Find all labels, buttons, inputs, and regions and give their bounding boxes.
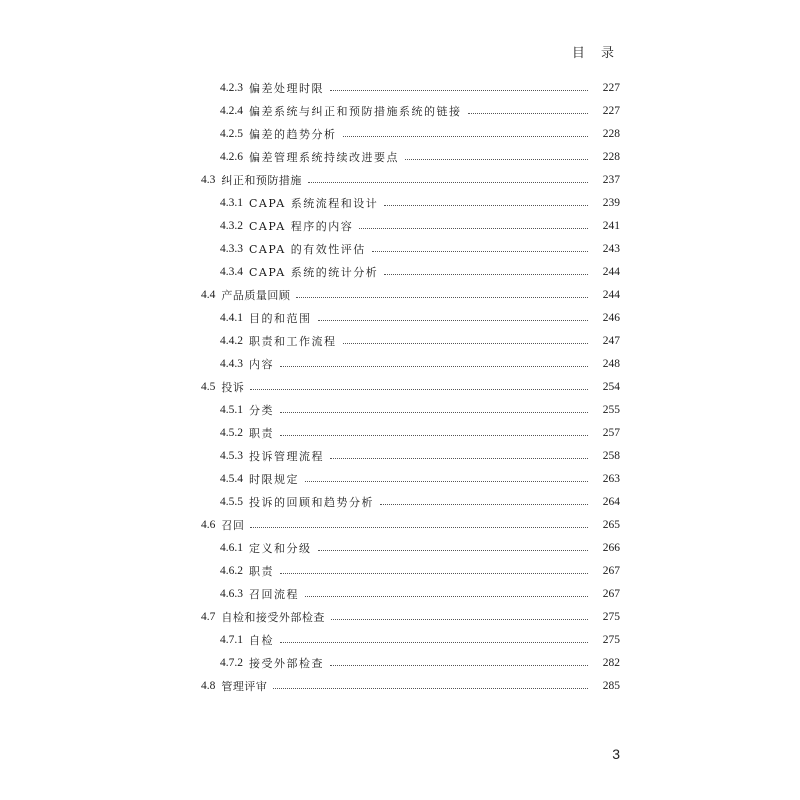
toc-entry-number: 4.6 bbox=[201, 519, 216, 531]
dot-leader bbox=[330, 458, 588, 459]
toc-entry-number: 4.3.4 bbox=[220, 266, 243, 278]
toc-entry-title: 偏差处理时限 bbox=[249, 82, 324, 95]
dot-leader bbox=[280, 573, 588, 574]
toc-entry-page: 239 bbox=[602, 197, 620, 209]
toc-section-entry[interactable] bbox=[0, 284, 800, 307]
toc-entry-number: 4.7 bbox=[201, 611, 216, 623]
toc-subsection-entry[interactable] bbox=[0, 238, 800, 261]
toc-subsection-entry[interactable] bbox=[0, 123, 800, 146]
dot-leader bbox=[330, 90, 588, 91]
toc-entry-number: 4.3.3 bbox=[220, 243, 243, 255]
dot-leader bbox=[330, 665, 588, 666]
toc-entry-page: 248 bbox=[602, 358, 620, 370]
toc-subsection-entry[interactable] bbox=[0, 261, 800, 284]
toc-entry-title: 管理评审 bbox=[221, 680, 268, 693]
dot-leader bbox=[250, 527, 588, 528]
dot-leader bbox=[305, 481, 588, 482]
toc-section-entry[interactable] bbox=[0, 514, 800, 537]
toc-subsection-entry[interactable] bbox=[0, 537, 800, 560]
toc-entry-title: CAPA 系统流程和设计 bbox=[249, 197, 379, 210]
toc-entry-page: 275 bbox=[602, 611, 620, 623]
toc-entry-page: 282 bbox=[602, 657, 620, 669]
dot-leader bbox=[331, 619, 588, 620]
toc-entry-title: 偏差系统与纠正和预防措施系统的链接 bbox=[249, 105, 462, 118]
toc-entry-title: CAPA 的有效性评估 bbox=[249, 243, 366, 256]
toc-entry-title: 偏差管理系统持续改进要点 bbox=[249, 151, 399, 164]
dot-leader bbox=[280, 412, 588, 413]
toc-entry-page: 227 bbox=[602, 105, 620, 117]
toc-entry-number: 4.5 bbox=[201, 381, 216, 393]
toc-entry-title: 投诉的回顾和趋势分析 bbox=[249, 496, 374, 509]
toc-entry-page: 241 bbox=[602, 220, 620, 232]
toc-entry-title: 投诉管理流程 bbox=[249, 450, 324, 463]
toc-entry-number: 4.3 bbox=[201, 174, 216, 186]
toc-entry-page: 244 bbox=[602, 266, 620, 278]
toc-entry-page: 258 bbox=[602, 450, 620, 462]
toc-entry-number: 4.5.4 bbox=[220, 473, 243, 485]
toc-entry-number: 4.5.2 bbox=[220, 427, 243, 439]
toc-entry-number: 4.5.3 bbox=[220, 450, 243, 462]
toc-entry-title: CAPA 系统的统计分析 bbox=[249, 266, 379, 279]
toc-entry-page: 243 bbox=[602, 243, 620, 255]
toc-entry-number: 4.8 bbox=[201, 680, 216, 692]
toc-entry-page: 257 bbox=[602, 427, 620, 439]
toc-entry-number: 4.4.2 bbox=[220, 335, 243, 347]
dot-leader bbox=[250, 389, 588, 390]
dot-leader bbox=[380, 504, 588, 505]
toc-subsection-entry[interactable] bbox=[0, 399, 800, 422]
toc-subsection-entry[interactable] bbox=[0, 422, 800, 445]
toc-section-entry[interactable] bbox=[0, 606, 800, 629]
toc-subsection-entry[interactable] bbox=[0, 77, 800, 100]
dot-leader bbox=[280, 642, 588, 643]
dot-leader bbox=[280, 435, 588, 436]
toc-entry-page: 228 bbox=[602, 128, 620, 140]
toc-entry-number: 4.3.1 bbox=[220, 197, 243, 209]
toc-subsection-entry[interactable] bbox=[0, 146, 800, 169]
toc-subsection-entry[interactable] bbox=[0, 192, 800, 215]
toc-subsection-entry[interactable] bbox=[0, 468, 800, 491]
toc-entry-title: 时限规定 bbox=[249, 473, 299, 486]
toc-entry-page: 247 bbox=[602, 335, 620, 347]
toc-entry-page: 237 bbox=[602, 174, 620, 186]
toc-entry-number: 4.2.4 bbox=[220, 105, 243, 117]
toc-subsection-entry[interactable] bbox=[0, 445, 800, 468]
toc-entry-number: 4.4.1 bbox=[220, 312, 243, 324]
toc-entry-title: 投诉 bbox=[221, 381, 245, 394]
toc-entry-number: 4.2.6 bbox=[220, 151, 243, 163]
toc-entry-number: 4.6.1 bbox=[220, 542, 243, 554]
toc-entry-title: 目的和范围 bbox=[249, 312, 312, 325]
toc-entry-title: 职责 bbox=[249, 427, 274, 440]
dot-leader bbox=[372, 251, 588, 252]
toc-entry-page: 285 bbox=[602, 680, 620, 692]
toc-entry-page: 265 bbox=[602, 519, 620, 531]
dot-leader bbox=[384, 274, 588, 275]
dot-leader bbox=[318, 550, 589, 551]
dot-leader bbox=[296, 297, 588, 298]
toc-entry-page: 267 bbox=[602, 588, 620, 600]
toc-subsection-entry[interactable] bbox=[0, 330, 800, 353]
toc-section-entry[interactable] bbox=[0, 376, 800, 399]
toc-entry-number: 4.3.2 bbox=[220, 220, 243, 232]
toc-subsection-entry[interactable] bbox=[0, 307, 800, 330]
toc-section-entry[interactable] bbox=[0, 675, 800, 698]
toc-entry-page: 264 bbox=[602, 496, 620, 508]
toc-entry-number: 4.5.5 bbox=[220, 496, 243, 508]
dot-leader bbox=[343, 343, 589, 344]
dot-leader bbox=[273, 688, 588, 689]
toc-entry-title: 召回流程 bbox=[249, 588, 299, 601]
dot-leader bbox=[384, 205, 588, 206]
toc-subsection-entry[interactable] bbox=[0, 652, 800, 675]
toc-entry-page: 254 bbox=[602, 381, 620, 393]
toc-entry-page: 275 bbox=[602, 634, 620, 646]
dot-leader bbox=[305, 596, 588, 597]
table-of-contents bbox=[0, 77, 800, 698]
dot-leader bbox=[343, 136, 589, 137]
toc-entry-page: 228 bbox=[602, 151, 620, 163]
toc-entry-title: 分类 bbox=[249, 404, 274, 417]
toc-entry-title: 职责和工作流程 bbox=[249, 335, 337, 348]
toc-subsection-entry[interactable] bbox=[0, 629, 800, 652]
toc-entry-title: 自检 bbox=[249, 634, 274, 647]
dot-leader bbox=[405, 159, 588, 160]
toc-entry-number: 4.2.5 bbox=[220, 128, 243, 140]
toc-subsection-entry[interactable] bbox=[0, 100, 800, 123]
toc-entry-title: 接受外部检查 bbox=[249, 657, 324, 670]
toc-entry-title: 定义和分级 bbox=[249, 542, 312, 555]
toc-subsection-entry[interactable] bbox=[0, 353, 800, 376]
dot-leader bbox=[308, 182, 588, 183]
toc-subsection-entry[interactable] bbox=[0, 491, 800, 514]
toc-entry-page: 244 bbox=[602, 289, 620, 301]
dot-leader bbox=[359, 228, 588, 229]
toc-entry-title: 职责 bbox=[249, 565, 274, 578]
page-number: 3 bbox=[612, 746, 620, 762]
toc-entry-page: 255 bbox=[602, 404, 620, 416]
toc-entry-page: 227 bbox=[602, 82, 620, 94]
toc-entry-number: 4.7.2 bbox=[220, 657, 243, 669]
toc-entry-number: 4.4.3 bbox=[220, 358, 243, 370]
toc-entry-title: 偏差的趋势分析 bbox=[249, 128, 337, 141]
toc-entry-title: 产品质量回顾 bbox=[221, 289, 291, 302]
dot-leader bbox=[318, 320, 589, 321]
toc-subsection-entry[interactable] bbox=[0, 583, 800, 606]
toc-entry-number: 4.6.2 bbox=[220, 565, 243, 577]
dot-leader bbox=[280, 366, 588, 367]
toc-entry-number: 4.7.1 bbox=[220, 634, 243, 646]
dot-leader bbox=[468, 113, 589, 114]
toc-entry-title: 内容 bbox=[249, 358, 274, 371]
toc-entry-title: 纠正和预防措施 bbox=[221, 174, 302, 187]
toc-entry-page: 266 bbox=[602, 542, 620, 554]
toc-subsection-entry[interactable] bbox=[0, 560, 800, 583]
toc-entry-page: 263 bbox=[602, 473, 620, 485]
toc-entry-number: 4.6.3 bbox=[220, 588, 243, 600]
toc-subsection-entry[interactable] bbox=[0, 215, 800, 238]
toc-entry-number: 4.2.3 bbox=[220, 82, 243, 94]
toc-entry-title: 召回 bbox=[221, 519, 245, 532]
toc-entry-title: CAPA 程序的内容 bbox=[249, 220, 354, 233]
running-header: 目 录 bbox=[571, 46, 620, 61]
toc-entry-number: 4.5.1 bbox=[220, 404, 243, 416]
toc-entry-page: 246 bbox=[602, 312, 620, 324]
toc-section-entry[interactable] bbox=[0, 169, 800, 192]
toc-entry-number: 4.4 bbox=[201, 289, 216, 301]
toc-entry-page: 267 bbox=[602, 565, 620, 577]
toc-entry-title: 自检和接受外部检查 bbox=[221, 611, 325, 624]
